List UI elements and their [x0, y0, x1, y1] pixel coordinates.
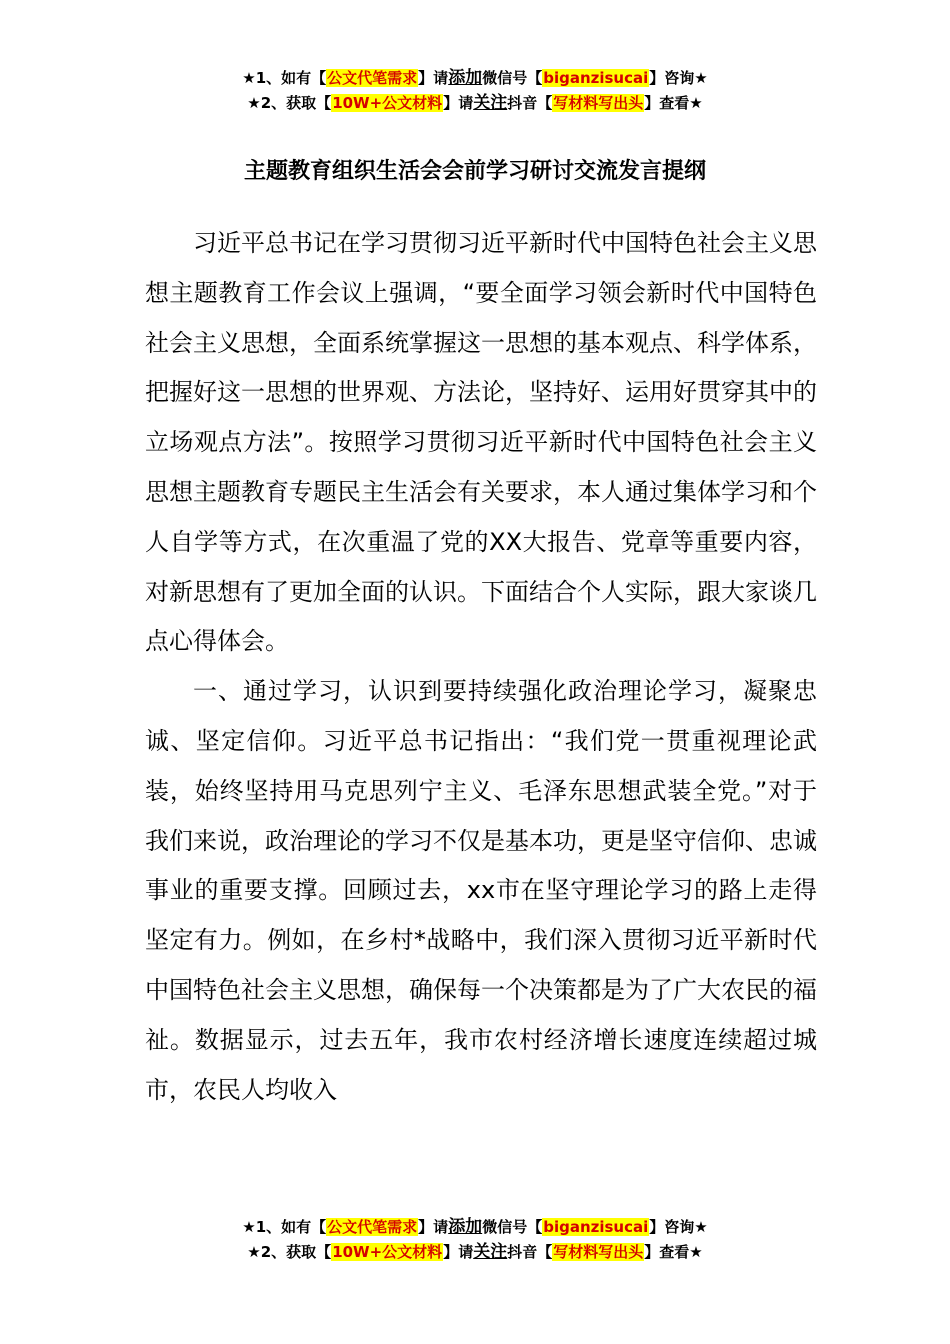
document-title: 主题教育组织生活会会前学习研讨交流发言提纲: [243, 159, 706, 184]
paragraph-intro: 习近平总书记在学习贯彻习近平新时代中国特色社会主义思想主题教育工作会议上强调，“要全面学习领会新时代中国特色社会主义思想，全面系统掌握这一思想的基本观点、科学体系，把握好这一思想的世界观、方法论，坚持好、运用好贯穿其中的立场观点方法”。按照学习贯彻习近平新时代中国特色社会主义思想主题教育专题民主生活会有关要求，本人通过集体学习和个人自学等方式，在次重温了党的XX大报告、党章等重要内容，对新思想有了更加全面的认识。下面结合个人实际，跟大家谈几点心得体会。: [145, 229, 817, 656]
douyin-account: 写材料写出头: [553, 94, 644, 112]
materials-tag: 10W+公文材料: [332, 1243, 443, 1261]
materials-tag: 10W+公文材料: [332, 94, 443, 112]
service-tag: 公文代笔需求: [327, 1218, 418, 1236]
douyin-account: 写材料写出头: [553, 1243, 644, 1261]
promo-line-2: ★2、获取【10W+公文材料】请关注抖音【写材料写出头】查看★: [247, 1242, 703, 1262]
wechat-id: biganzisucai: [543, 1218, 649, 1236]
promo-line-1: ★1、如有【公文代笔需求】请添加微信号【biganzisucai】咨询★: [242, 68, 708, 88]
promo-banner-top: [0, 66, 950, 116]
promo-banner-bottom: [0, 1215, 950, 1265]
service-tag: 公文代笔需求: [327, 69, 418, 87]
wechat-id: biganzisucai: [543, 69, 649, 87]
promo-line-1: ★1、如有【公文代笔需求】请添加微信号【biganzisucai】咨询★: [242, 1217, 708, 1237]
document-body: [145, 219, 817, 1115]
paragraph-section-one: 一、通过学习，认识到要持续强化政治理论学习，凝聚忠诚、坚定信仰。习近平总书记指出：“我们党一贯重视理论武装，始终坚持用马克思列宁主义、毛泽东思想武装全党。”对于我们来说，政治理论的学习不仅是基本功，更是坚守信仰、忠诚事业的重要支撑。回顾过去，xx市在坚守理论学习的路上走得坚定有力。例如，在乡村*战略中，我们深入贯彻习近平新时代中国特色社会主义思想，确保每一个决策都是为了广大农民的福祉。数据显示，过去五年，我市农村经济增长速度连续超过城市，农民人均收入: [145, 677, 817, 1104]
promo-line-2: ★2、获取【10W+公文材料】请关注抖音【写材料写出头】查看★: [247, 93, 703, 113]
